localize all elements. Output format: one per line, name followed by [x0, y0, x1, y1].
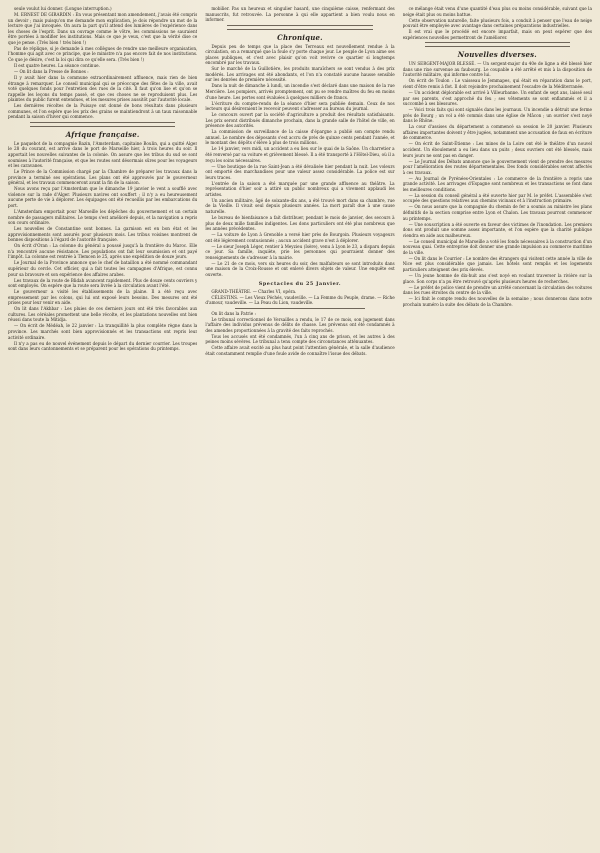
article-paragraph: L'entrée de la saison a été marquée par une grande affluence au théâtre. La représentation d'hier soir a attiré un public nombreux qui a vivement applaudi les artistes.	[205, 180, 395, 197]
column-container	[8, 6, 592, 847]
article-paragraph: On écrit de Toulon : Le vaisseau le Jemmapes, qui était en réparation dans le port, vient d'être remis à flot. Il doit rejoindre prochainement l'escadre de la Méditerranée.	[402, 78, 592, 89]
section-ornament-rule	[425, 42, 570, 47]
article-paragraph: Le concours ouvert par la société d'agriculture a produit des résultats satisfaisants. Les prix seront distribués dimanche prochain, dans la grande salle de l'hôtel de ville, en présence des autorités.	[205, 112, 395, 129]
article-paragraph: — Un jeune homme de dix-huit ans s'est noyé en voulant traverser la rivière sur la glace. Son corps n'a pu être retrouvé qu'après plusieurs heures de recherches.	[402, 273, 592, 284]
article-paragraph: M. ERNEST DE GIRARDIN : En vous présentant mon amendement, j'avais été compris un devoir ; mais puisqu'on me demande mon explication, je dois répondre un mot de la lecture que j'ai invoquée. On aura la part qu'il attend des lumières de l'expérience dans les choses de l'esprit. Dans un ouvrage comme le vôtre, les commissions ne sauraient être portées à modifier les institutions. Mais ce que je veux, c'est que la vérité dise ce que je pense. (Très bien ! très bien !)	[8, 12, 198, 45]
article-paragraph: Cette observation naturelle, faite plusieurs fois, a conduit à penser que l'eau de neige pouvait être employée avec avantage dans certaines préparations industrielles.	[402, 17, 592, 29]
article-paragraph: mobilier. Pas un heureux et singulier hasard, une cinquième caisse, renfermant des manuscrits, fut retrouvée. La personne à qui elle appartient a bien voulu nous en informer.	[205, 6, 395, 23]
article-paragraph: On lit dans l'Akhbar : Les pluies de ces derniers jours ont été très favorables aux cultures. Les céréales promettent une belle récolte, et les plantations nouvelles ont bien réussi dans toute la Mitidja.	[8, 306, 198, 323]
article-paragraph: L'écriture du compte-rendu de la séance d'hier sera publiée demain. Ceux de nos lecteurs qui désireraient le recevoir peuvent s'adresser au bureau du journal.	[205, 100, 395, 112]
article-paragraph: UN SERGENT-MAJOR BLESSÉ. — Un sergent-major du 40e de ligne a été blessé hier dans une rixe survenue au faubourg. Le coupable a été arrêté et mis à la disposition de l'autorité militaire, qui informe contre lui.	[402, 61, 592, 78]
article-paragraph: L'Amsterdam emportait pour Marseille les dépêches du gouvernement et un certain nombre de passagers militaires. Le temps s'est amélioré depuis, et la navigation a repris son cours ordinaire.	[8, 209, 198, 226]
article-paragraph: Pas de réplique, si je demande à mes collègues de rendre une meilleure organisation, l'homme qui agit avec ce principe, que le ministre n'a pas encore fait de nos institutions. Ce que je désire, c'est la loi qui dira ce qu'elle sera. (Très bien !)	[8, 45, 198, 62]
article-paragraph: Les nouvelles de Constantine sont bonnes. La garnison est en bon état et les approvisionnements sont assurés pour plusieurs mois. Les tribus voisines montrent de bonnes dispositions à l'égard de l'autorité française.	[8, 226, 198, 243]
article-paragraph: — On nous assure que la compagnie du chemin de fer a soumis au ministre les plans définitifs de la section comprise entre Lyon et Chalon. Les travaux pourront commencer au printemps.	[402, 204, 592, 221]
article-paragraph: — Ici finit le compte rendu des nouvelles de la semaine ; nous donnerons dans notre prochain numéro la suite des débats de la Chambre.	[402, 296, 592, 307]
article-paragraph: Tous les accusés ont été condamnés, l'un à cinq ans de prison, et les autres à des peines moins sévères. Le tribunal a tenu compte des circonstances atténuantes.	[205, 333, 395, 345]
article-paragraph: On lit dans la Patrie :	[211, 310, 256, 316]
article-paragraph: Il est vrai que le procédé est encore imparfait, mais on peut espérer que des expériences nouvelles permettront de l'améliorer.	[402, 29, 592, 40]
article-paragraph: ce mélange était venu d'une quantité d'eau plus ou moins considérable, suivant que la neige était plus ou moins battue.	[402, 6, 592, 17]
article-paragraph: — Le préfet de police vient de prendre un arrêté concernant la circulation des voitures dans les rues étroites du centre de la ville.	[402, 284, 592, 296]
article-paragraph: Depuis peu de temps que la place des Terreaux est nouvellement rendue à la circulation, on a remarqué que la foule s'y porte chaque jour. Le peuple de Lyon aime ses places publiques, et c'est avec plaisir qu'on voit revivre ce quartier si longtemps encombré par les travaux.	[205, 43, 395, 66]
article-paragraph: — La session du conseil général a été ouverte hier par M. le préfet. L'assemblée s'est occupée des questions relatives aux chemins vicinaux et à l'instruction primaire.	[402, 192, 592, 204]
section-ornament-rule	[30, 122, 175, 127]
article-paragraph: Le Prince de la Commission chargé par la Chambre de préparer les travaux dans la province a terminé ses opérations. Les plans ont été approuvés par le gouverneur général, et les travaux commenceront avant la fin de la saison.	[8, 169, 198, 186]
section-heading: Afrique française.	[65, 129, 140, 139]
article-paragraph: — Le Journal des Débats annonce que le gouvernement vient de prendre des mesures pour l'amélioration des routes départementales. Des fonds considérables seront affectés à ces travaux.	[402, 158, 592, 175]
section-heading: Nouvelles diverses.	[457, 50, 537, 60]
article-paragraph: Il n'y a pas eu de nouvel événement depuis le départ du dernier courrier. Les troupes sont dans leurs cantonnements et se préparent pour les opérations du printemps.	[8, 340, 198, 352]
article-paragraph: Dans la nuit de dimanche à lundi, un incendie s'est déclaré dans une maison de la rue Mercière. Les pompiers, arrivés promptement, ont pu se rendre maîtres du feu en moins d'une heure. Les pertes sont évaluées à quelques milliers de francs.	[205, 83, 395, 100]
article-paragraph: — Une souscription a été ouverte en faveur des victimes de l'inondation. Les premiers dons ont produit une somme assez importante, et l'on espère que la charité publique viendra en aide aux malheureux.	[402, 221, 592, 238]
article-paragraph: Le gouverneur a visité les établissements de la plaine. Il a été reçu avec empressement par les colons, qui lui ont exposé leurs besoins. Des mesures ont été prises pour leur venir en aide.	[8, 289, 198, 306]
article-paragraph: — On lit dans le Courrier : Le nombre des étrangers qui visitent cette année la ville de Nice est plus considérable que jamais. Les hôtels sont remplis et les logements particuliers atteignent des prix élevés.	[402, 255, 592, 272]
article-paragraph: Sur le marché de la Guillotière, les produits maraîchers se sont vendus à des prix modérés. Les arrivages ont été abondants, et l'on n'a constaté aucune hausse sensible sur les denrées de première nécessité.	[205, 66, 395, 83]
article-paragraph: Les dernières récoltes de la Puisaye ont donné de bons résultats dans plusieurs communes, et l'on espère que les prix des grains se maintiendront à un taux raisonnable pendant la saison d'hiver qui commence.	[8, 103, 198, 120]
article-paragraph: Le 14 janvier, vers midi, un accident a eu lieu sur le quai de la Saône. Un charretier a été renversé par sa voiture et grièvement blessé. Il a été transporté à l'Hôtel-Dieu, où il a reçu les soins nécessaires.	[205, 146, 395, 163]
article-paragraph: seule voulut lui donner. (Longue interruption.)	[14, 6, 112, 11]
article-paragraph: — Le 21 de ce mois, vers six heures du soir, des malfaiteurs se sont introduits dans une maison de la Croix-Rousse et ont enlevé divers objets de valeur. Une enquête est ouverte.	[205, 260, 395, 278]
article-paragraph: La commission de surveillance de la caisse d'épargne a publié son compte rendu annuel. Le nombre des déposants s'est accru de près de quinze cents pendant l'année, et le montant des dépôts s'élève à plus de trois millions.	[205, 129, 395, 146]
article-paragraph: GRAND-THÉÂTRE. — Charles VI, opéra.	[211, 288, 297, 294]
article-paragraph: Nous avons reçu par l'Amsterdam que le dimanche 19 janvier le vent a soufflé avec violence sur la rade d'Alger. Plusieurs navires ont souffert ; il n'y a eu heureusement aucune perte de vie à déplorer. Les équipages ont été recueillis par les embarcations du port.	[8, 186, 198, 208]
article-paragraph: Le Journal de la Province annonce que le chef de bataillon a été nommé commandant supérieur du cercle. Cet officier, qui a fait toutes les campagnes d'Afrique, est connu pour sa bravoure et son expérience des affaires arabes.	[8, 260, 198, 277]
article-paragraph: Un ancien militaire, âgé de soixante-dix ans, a été trouvé mort dans sa chambre, rue de la Vieille. Il vivait seul depuis plusieurs années. La mort paraît due à une cause naturelle.	[205, 197, 395, 214]
article-paragraph: Le bureau de bienfaisance a fait distribuer, pendant le mois de janvier, des secours à plus de deux mille familles indigentes. Les dons particuliers ont été plus nombreux que les années précédentes.	[205, 215, 395, 232]
article-paragraph: — Voici trois faits qui sont signalés dans les journaux. Un incendie a détruit une ferme près de Bourg ; un vol a été commis dans une église de Mâcon ; un ouvrier s'est noyé dans le Rhône.	[402, 107, 592, 124]
article-paragraph: Cette affaire avait excité au plus haut point l'attention générale, et la salle d'audience était constamment remplie d'une foule avide de connaître l'issue des débats.	[205, 345, 395, 357]
article-paragraph: — La voiture de Lyon à Grenoble a versé hier près de Bourgoin. Plusieurs voyageurs ont été légèrement contusionnés ; aucun accident grave n'est à déplorer.	[205, 232, 395, 243]
article-paragraph: Les travaux de la route de Blidah avancent rapidement. Plus de douze cents ouvriers y sont employés. On espère que la route sera livrée à la circulation avant l'été.	[8, 277, 198, 289]
article-paragraph: — Le sieur Joseph Léger, rentier à Meyzieu (Isère), venu à Lyon le 23, a disparu depuis ce jour. Sa famille, inquiète, prie les personnes qui pourraient donner des renseignements de s'adresser à la mairie.	[205, 243, 395, 260]
section-ornament-rule	[227, 25, 372, 30]
article-paragraph: La cour d'assises du département a commencé sa session le 20 janvier. Plusieurs affaires importantes doivent y être jugées, notamment une accusation de faux en écriture de commerce.	[402, 124, 592, 141]
column-left	[8, 6, 197, 847]
article-paragraph: — Au Journal de Pyrénées-Orientales : Le commerce de la frontière a repris une grande activité. Les arrivages d'Espagne sont nombreux et les transactions se font dans les meilleures conditions.	[402, 175, 592, 192]
article-paragraph: Il est quatre heures. La séance continue.	[14, 62, 100, 68]
divider-rule	[235, 308, 364, 309]
article-paragraph: On écrit d'Oran : La colonne du général a poussé jusqu'à la frontière du Maroc. Elle n'a rencontré aucune résistance. Les populations ont fait leur soumission et ont payé l'impôt. La colonne est rentrée à Tlemcen le 25, après une expédition de douze jours.	[8, 243, 198, 260]
section-subheading: Spectacles du 25 Janvier.	[258, 280, 342, 287]
column-middle	[205, 6, 394, 847]
article-paragraph: Le tribunal correctionnel de Versailles a rendu, le 17 de ce mois, son jugement dans l'affaire des individus prévenus de délits de chasse. Les prévenus ont été condamnés à des amendes proportionnées à la gravité des faits reprochés.	[205, 316, 395, 333]
article-paragraph: — Une boutique de la rue Saint-Jean a été dévalisée hier pendant la nuit. Les voleurs ont emporté des marchandises pour une valeur assez considérable. La police est sur leurs traces.	[205, 163, 395, 180]
article-paragraph: Le paquebot de la compagnie Bazin, l'Amsterdam, capitaine Boulin, qui a quitté Alger le 28 du courant, est arrivé dans le port de Marseille hier, à trois heures du soir. Il apportait les nouvelles suivantes de la colonie. On assure que les tribus du sud se sont soumises à l'autorité française, et que les routes sont désormais sûres pour les voyageurs et les caravanes.	[8, 140, 198, 169]
article-paragraph: — On écrit de Saint-Étienne : Les mines de la Loire ont été le théâtre d'un nouvel accident. Un éboulement a eu lieu dans un puits ; deux ouvriers ont été blessés, mais leurs jours ne sont pas en danger.	[402, 141, 592, 158]
article-paragraph: — On écrit de Médéah, le 22 janvier : La tranquillité la plus complète règne dans la province. Les marchés sont bien approvisionnés et les transactions ont repris leur activité ordinaire.	[8, 323, 198, 340]
section-heading: Chronique.	[277, 32, 323, 42]
column-right	[403, 6, 592, 847]
article-paragraph: — Le conseil municipal de Marseille a voté les fonds nécessaires à la construction d'un nouveau quai. Cette entreprise doit donner une grande impulsion au commerce maritime de la ville.	[402, 238, 592, 255]
article-paragraph: Il y avait hier dans la commune extraordinairement affluence, mais rien de bien étrange à remarquer. Le conseil municipal qui se préoccupe des fêtes de la ville, avait voté quelques fonds pour l'entretien des rues de la cité. Il faut qu'on lise et qu'on se rappelle les leçons du temps passé, et que ces choses ne se reproduisent plus. Les plaintes du public furent entendues, et les mesures prises aussitôt par l'autorité locale.	[8, 75, 198, 103]
article-paragraph: CÉLESTINS. — Les Vieux Péchés, vaudeville. — La Femme du Peuple, drame. — Riche d'amour, vaudeville. — La Peau du Lion, vaudeville.	[205, 294, 395, 306]
article-paragraph: — Un accident déplorable est arrivé à Villeurbanne. Un enfant de sept ans, laissé seul par ses parents, s'est approché du feu ; ses vêtements se sont enflammés et il a succombé à ses blessures.	[402, 90, 592, 107]
article-paragraph: — On lit dans la Presse de Bonnes :	[14, 69, 89, 75]
